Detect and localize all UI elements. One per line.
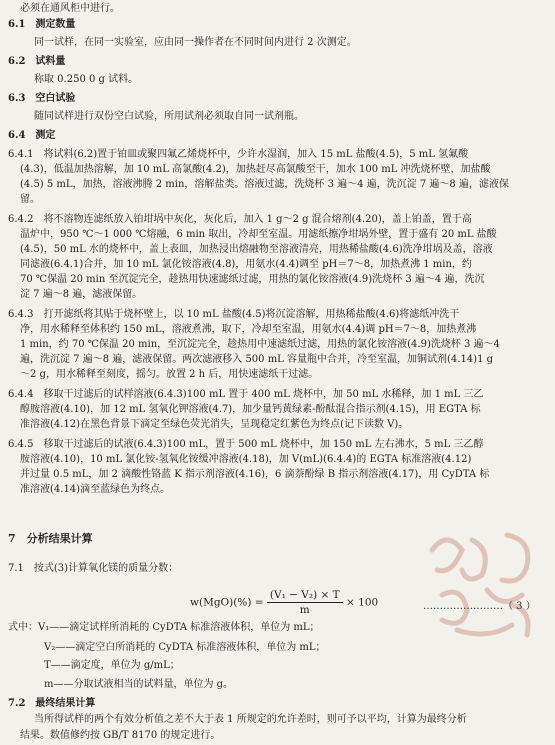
text-line: 准溶液(4.12)在黑色背景下滴定至绿色荧光消失，呈现稳定红紫色为终点(记下读数 V)。 xyxy=(20,419,409,430)
formula-mgo xyxy=(190,589,378,616)
text-line: 当所得试样的两个有效分析值之差不大于表 1 所规定的允许差时，则可予以平均，计算为最终分析 xyxy=(34,714,467,725)
formula-fraction xyxy=(267,589,343,616)
text-line: 胺溶液(4.10)，10 mL 氯化铵-氢氧化铵缓冲溶液(4.18)，加 V(mL)(6.4.4)的 EGTA 标准溶液(4.12) xyxy=(20,454,472,465)
text-line: 6.4 测定 xyxy=(8,130,56,141)
text-line: 同滤液(6.4.1)合并，加 10 mL 氯化铵溶液(4.8)，用氨水(4.4)调至 pH＝7～8，加热煮沸 1 min，约 xyxy=(20,259,472,270)
text-line: 醇胺溶液(4.10)，加 12 mL 氢氧化钾溶液(4.7)，加少量钙黄绿素-酚酞混合指示剂(4.15)，用 EGTA 标 xyxy=(20,404,481,415)
text-line: 70 ℃保温 20 min 至沉淀完全，趁热用快速滤纸过滤，用热的氯化铵溶液(4.9)洗烧杯 3 遍～4 遍，洗沉 xyxy=(20,274,485,285)
text-line: 6.3 空白试验 xyxy=(8,93,76,104)
formula-rhs: × 100 xyxy=(346,596,379,609)
text-line: 称取 0.250 0 g 试料。 xyxy=(34,74,139,85)
text-line: 留。 xyxy=(20,194,40,205)
text-line: 准溶液(4.14)滴至蓝绿色为终点。 xyxy=(20,484,171,495)
text-line: 6.4.5 移取干过滤后的试液(6.4.3)100 mL，置于 500 mL 烧杯中，加 150 mL 左右沸水，5 mL 三乙醇 xyxy=(8,439,484,450)
equation-number: ……………………（ 3 ） xyxy=(423,601,536,612)
text-line: 随同试样进行双份空白试验，所用试剂必须取自同一试剂瓶。 xyxy=(34,111,304,122)
text-line: 结果。数值修约按 GB/T 8170 的规定进行。 xyxy=(20,730,221,741)
text-line: T——滴定度，单位为 g/mL； xyxy=(44,660,180,671)
text-line: 式中：V₁——滴定试样所消耗的 CyDTA 标准溶液体积，单位为 mL； xyxy=(8,622,320,633)
text-line: 净，用水稀释至体积约 150 mL，溶液煮沸，取下，冷却至室温，用氨水(4.4)调 pH＝7～8，加热煮沸 xyxy=(20,324,477,335)
text-line: m——分取试液相当的试料量，单位为 g。 xyxy=(44,679,234,690)
text-line: 6.4.3 打开滤纸将其贴于烧杯壁上，以 10 mL 盐酸(4.5)将沉淀溶解，用热稀盐酸(4.6)将滤纸冲洗干 xyxy=(8,309,460,320)
text-line: 6.4.4 移取干过滤后的试样溶液(6.4.3)100 mL 置于 400 mL 烧杯中，加 50 mL 水稀释，加 1 mL 三乙 xyxy=(8,389,484,400)
text-line: 6.4.1 将试料(6.2)置于铂皿或聚四氟乙烯烧杯中，少许水湿润，加入 15 mL 盐酸(4.5)，5 mL 氢氟酸 xyxy=(8,149,469,160)
text-line: 6.2 试料量 xyxy=(8,56,66,67)
text-line: (4.5) 5 mL，加热，溶液沸腾 2 min，溶解盐类。溶液过滤，洗烧杯 3 遍～4 遍，洗沉淀 7 遍～8 遍，滤液保 xyxy=(20,179,509,190)
text-line: 遍，洗沉淀 7 遍～8 遍，滤液保留。两次滤液移入 500 mL 容量瓶中合并，冷至室温，加铜试剂(4.14)1 g xyxy=(20,354,494,365)
text-line: 并过量 0.5 mL，加 2 滴酸性铬蓝 K 指示剂溶液(4.16)，6 滴萘酚绿 B 指示剂溶液(4.17)，用 CyDTA 标 xyxy=(20,469,490,480)
text-line: (4.5)，50 mL 水的烧杯中，盖上表皿，加热浸出熔融物至溶液清亮，用热稀盐酸(4.6)洗净坩埚及盖，溶液 xyxy=(20,244,493,255)
text-line: 必须在通风柜中进行。 xyxy=(20,3,120,14)
text-line: 7.2 最终结果计算 xyxy=(8,698,96,709)
text-line: 淀 7 遍～8 遍，滤液保留。 xyxy=(20,289,143,300)
text-line: (4.3)，低温加热溶解，加 10 mL 高氯酸(4.2)，加热赶尽高氯酸至干，加水 100 mL 冲洗烧杯壁，加盐酸 xyxy=(20,164,491,175)
text-line: 6.4.2 将不溶物连滤纸放入铂坩埚中灰化，灰化后，加入 1 g～2 g 混合熔剂(4.20)，盖上铂盖，置于高 xyxy=(8,214,472,225)
text-line: 1 min，约 70 ℃保温 20 min，至沉淀完全，趁热用中速滤纸过滤，用热的氯化铵溶液(4.9)洗烧杯 3 遍～4 xyxy=(20,339,500,350)
formula-denominator: m xyxy=(299,604,310,616)
text-line: V₂——滴定空白所消耗的 CyDTA 标准溶液体积，单位为 mL； xyxy=(44,642,326,653)
text-line: 7 分析结果计算 xyxy=(8,532,93,545)
formula-numerator: (V₁ − V₂) × T xyxy=(267,589,343,603)
text-line: 同一试样，在同一实验室，应由同一操作者在不同时间内进行 2 次测定。 xyxy=(34,37,357,48)
text-line: ～2 g，用水稀释至刻度，摇匀。放置 2 h 后，用快速滤纸干过滤。 xyxy=(20,369,319,380)
watermark-stamp xyxy=(412,510,555,660)
text-line: 7.1 按式(3)计算氧化镁的质量分数： xyxy=(8,563,179,574)
formula-lhs: w(MgO)(%) = xyxy=(190,596,264,609)
text-line: 温炉中，950 ℃～1 000 ℃熔融，6 min 取出，冷却至室温。用滤纸擦净坩埚外壁，置于盛有 20 mL 盐酸 xyxy=(20,229,497,240)
text-line: 6.1 测定数量 xyxy=(8,19,76,30)
